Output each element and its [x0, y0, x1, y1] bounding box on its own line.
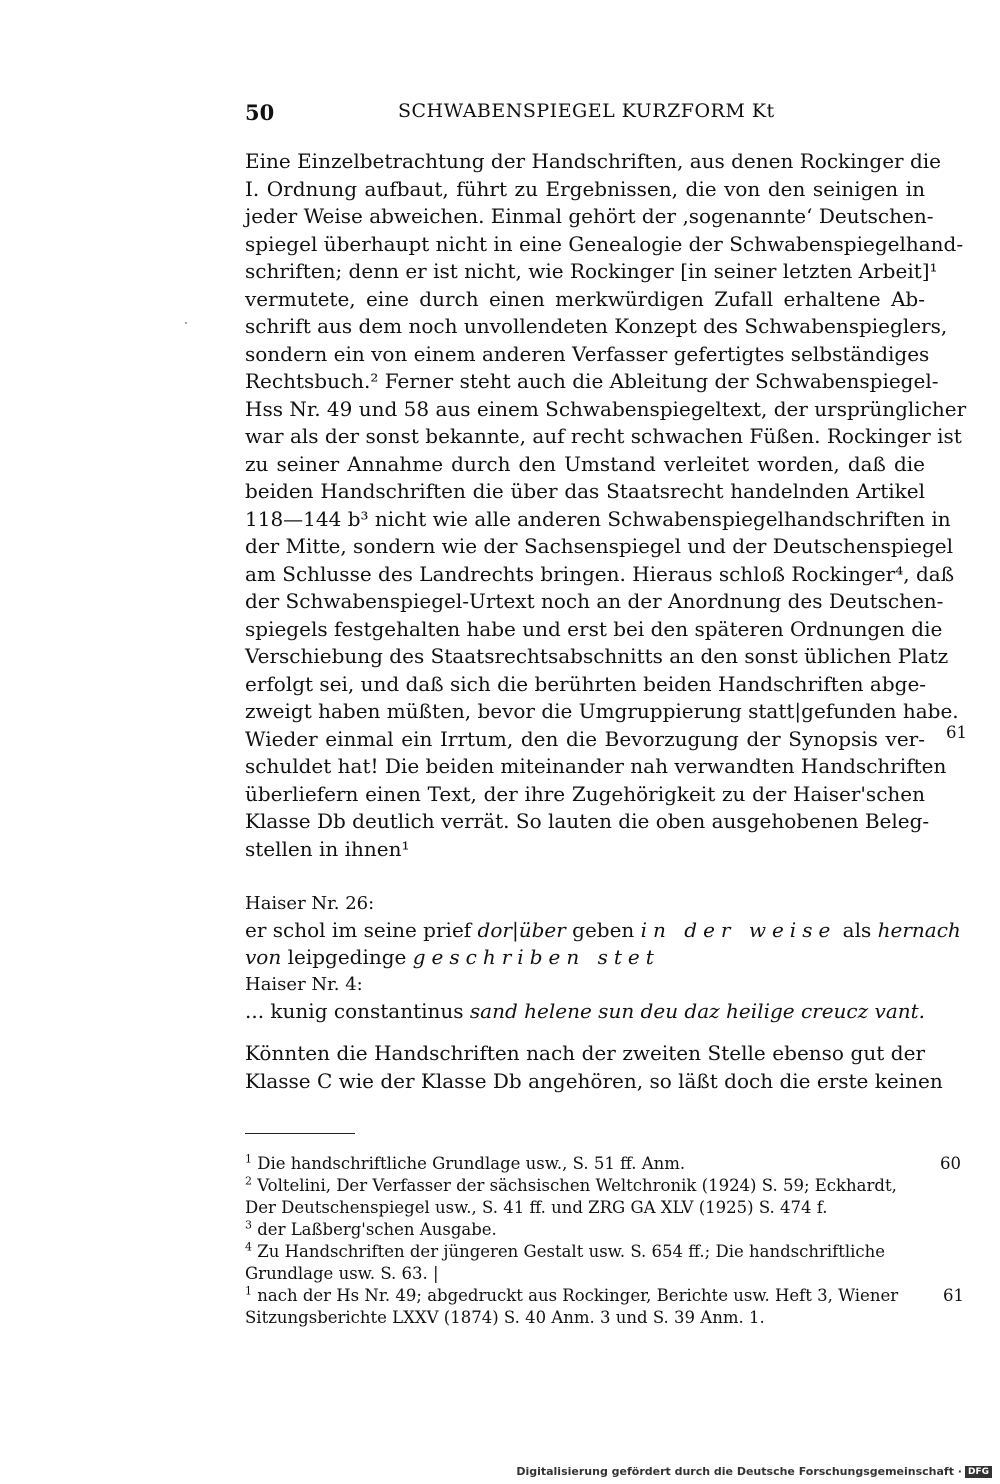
text-line: zweigt haben müßten, bevor die Umgruppierung statt|gefunden habe.	[245, 699, 959, 723]
text-line: Könnten die Handschriften nach der zweiten Stelle ebenso gut der	[245, 1041, 925, 1065]
dfg-logo-icon: DFG	[965, 1466, 992, 1478]
footnote-line	[245, 1241, 925, 1263]
text-line: Klasse C wie der Klasse Db angehören, so läßt doch die erste keinen	[245, 1068, 943, 1093]
text-line: war als der sonst bekannte, auf recht schwachen Füßen. Rockinger ist	[245, 424, 962, 448]
margin-page-ref: 61	[946, 723, 967, 742]
footnote-text: der Laßberg'schen Ausgabe.	[257, 1220, 497, 1239]
footnote-text: Sitzungsberichte LXXV (1874) S. 40 Anm. 3 und S. 39 Anm. 1.	[245, 1308, 765, 1327]
text-line: überliefern einen Text, der ihre Zugehörigkeit zu der Haiser'schen	[245, 781, 925, 806]
footnote-line	[245, 1152, 961, 1175]
example-text: ... kunig constantinus sand helene sun deu daz heilige creucz vant.	[245, 999, 926, 1023]
footnote-mark: 2	[245, 1174, 252, 1188]
text-line: spiegel überhaupt nicht in eine Genealogie der Schwabenspiegelhand-	[245, 231, 964, 256]
text-line: schriften; denn er ist nicht, wie Rockinger [in seiner letzten Arbeit]¹	[245, 259, 938, 283]
example-heading: Haiser Nr. 4:	[245, 974, 363, 995]
footnote-text: Der Deutschenspiegel usw., S. 41 ff. und ZRG GA XLV (1925) S. 474 f.	[245, 1198, 828, 1217]
example-text: er schol im seine prief dor|über geben in der weise als hernach	[245, 918, 961, 942]
text-line: Rechtsbuch.² Ferner steht auch die Ableitung der Schwabenspiegel-	[245, 369, 939, 393]
footnote-mark: 4	[245, 1240, 252, 1254]
footnote-margin-ref: 60	[940, 1154, 961, 1173]
footnote-text: Grundlage usw. S. 63. |	[245, 1264, 439, 1283]
text-line: jeder Weise abweichen. Einmal gehört der ‚sogenannte‘ Deutschen-	[245, 204, 934, 228]
text-line: am Schlusse des Landrechts bringen. Hieraus schloß Rockinger⁴, daß	[245, 561, 955, 586]
page-number: 50	[245, 100, 275, 125]
body-paragraph-2	[245, 1040, 943, 1095]
footnotes	[245, 1152, 964, 1329]
footnote-mark: 1	[245, 1152, 252, 1166]
footnote-text: Die handschriftliche Grundlage usw., S. 51 ff. Anm.	[257, 1154, 686, 1173]
text-line: Wieder einmal ein Irrtum, den die Bevorzugung der Synopsis ver-	[245, 726, 925, 751]
footnote-rule	[245, 1133, 355, 1134]
footnote-line	[245, 1219, 925, 1241]
example-1	[245, 890, 961, 1025]
example-text: von leipgedinge geschriben stet	[245, 945, 660, 969]
footnote-text: nach der Hs Nr. 49; abgedruckt aus Rockinger, Berichte usw. Heft 3, Wiener	[257, 1286, 899, 1305]
text-line: der Schwabenspiegel-Urtext noch an der Anordnung des Deutschen-	[245, 589, 944, 613]
text-line: Klasse Db deutlich verrät. So lauten die oben ausgehobenen Beleg-	[245, 809, 930, 833]
text-line: erfolgt sei, und daß sich die berührten beiden Handschriften abge-	[245, 671, 927, 696]
page-header	[245, 100, 925, 130]
footnote-text: Voltelini, Der Verfasser der sächsischen Weltchronik (1924) S. 59; Eckhardt,	[257, 1176, 897, 1195]
scan-speck	[185, 322, 187, 324]
text-line: vermutete, eine durch einen merkwürdigen Zufall erhaltene Ab-	[245, 286, 925, 311]
text-line: schuldet hat! Die beiden miteinander nah verwandten Handschriften	[245, 754, 947, 778]
text-line: Verschiebung des Staatsrechtsabschnitts an den sonst üblichen Platz	[245, 644, 949, 668]
text-line: Hss Nr. 49 und 58 aus einem Schwabenspiegeltext, der ursprünglicher	[245, 396, 967, 421]
text-line: der Mitte, sondern wie der Sachsenspiegel und der Deutschenspiegel	[245, 534, 953, 558]
text-line: sondern ein von einem anderen Verfasser gefertigtes selbständiges	[245, 341, 930, 366]
digitization-credit	[516, 1465, 992, 1478]
text-line: beiden Handschriften die über das Staatsrecht handelnden Artikel	[245, 479, 925, 503]
footnote-margin-ref: 61	[943, 1286, 964, 1305]
text-line: 118—144 b³ nicht wie alle anderen Schwabenspiegelhandschriften in	[245, 506, 951, 531]
footnote-line	[245, 1175, 925, 1197]
footnote-mark: 3	[245, 1218, 252, 1232]
text-line: Eine Einzelbetrachtung der Handschriften, aus denen Rockinger die	[245, 149, 942, 173]
running-title: SCHWABENSPIEGEL KURZFORM Kt	[398, 100, 775, 122]
text-line: schrift aus dem noch unvollendeten Konzept des Schwabenspieglers,	[245, 314, 948, 338]
footnote-line	[245, 1307, 925, 1329]
footnote-line	[245, 1284, 964, 1307]
footnote-mark: 1	[245, 1284, 252, 1298]
credit-text: Digitalisierung gefördert durch die Deutsche Forschungsgemeinschaft ·	[516, 1465, 962, 1478]
example-heading: Haiser Nr. 26:	[245, 893, 375, 914]
text-line: zu seiner Annahme durch den Umstand verleitet worden, daß die	[245, 451, 925, 476]
footnote-text: Zu Handschriften der jüngeren Gestalt usw. S. 654 ff.; Die handschriftliche	[257, 1242, 886, 1261]
footnote-line	[245, 1197, 925, 1219]
text-line: spiegels festgehalten habe und erst bei den späteren Ordnungen die	[245, 616, 943, 641]
text-line: stellen in ihnen¹	[245, 836, 410, 861]
text-line: I. Ordnung aufbaut, führt zu Ergebnissen, die von den seinigen in	[245, 176, 925, 201]
footnote-line	[245, 1263, 925, 1285]
